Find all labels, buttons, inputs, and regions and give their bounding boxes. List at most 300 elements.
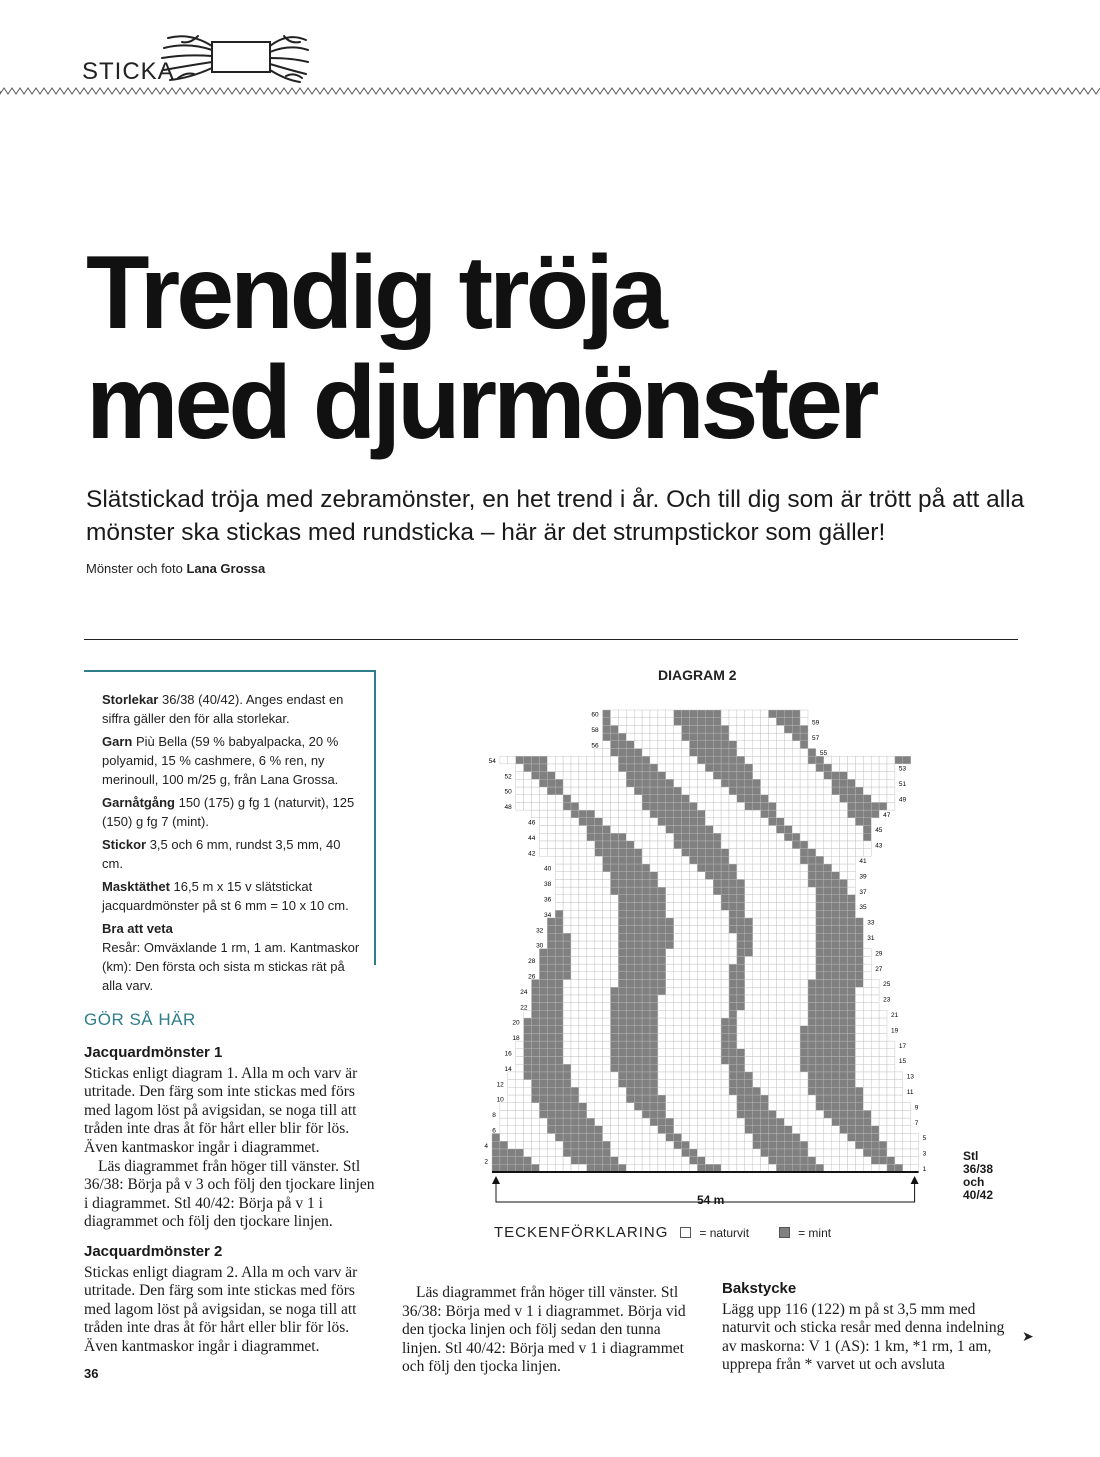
chart-cell xyxy=(721,926,729,934)
chart-cell xyxy=(690,1110,698,1118)
chart-cell xyxy=(587,1049,595,1057)
chart-cell xyxy=(895,1080,903,1088)
chart-cell xyxy=(840,872,848,880)
chart-cell xyxy=(697,1103,705,1111)
chart-cell xyxy=(618,749,626,757)
chart-cell xyxy=(690,849,698,857)
chart-cell xyxy=(690,1018,698,1026)
chart-cell xyxy=(682,879,690,887)
chart-cell xyxy=(618,964,626,972)
chart-cell xyxy=(792,756,800,764)
chart-cell xyxy=(674,1010,682,1018)
chart-cell xyxy=(650,949,658,957)
chart-cell xyxy=(697,826,705,834)
chart-cell xyxy=(879,764,887,772)
chart-cell xyxy=(587,895,595,903)
chart-cell xyxy=(761,1095,769,1103)
chart-cell xyxy=(776,1064,784,1072)
chart-cell xyxy=(532,1126,540,1134)
chart-cell xyxy=(634,733,642,741)
chart-cell xyxy=(539,810,547,818)
chart-cell xyxy=(903,1118,911,1126)
chart-cell xyxy=(539,1033,547,1041)
chart-cell xyxy=(603,879,611,887)
chart-cell xyxy=(745,764,753,772)
chart-cell xyxy=(587,933,595,941)
chart-cell xyxy=(824,1118,832,1126)
chart-cell xyxy=(658,1033,666,1041)
chart-cell xyxy=(855,1057,863,1065)
chart-cell xyxy=(824,772,832,780)
chart-cell xyxy=(761,887,769,895)
chart-cell xyxy=(500,1134,508,1142)
chart-cell xyxy=(721,933,729,941)
chart-cell xyxy=(705,849,713,857)
chart-cell xyxy=(674,1095,682,1103)
chart-cell xyxy=(832,1057,840,1065)
chart-cell xyxy=(808,1010,816,1018)
chart-cell xyxy=(532,1157,540,1165)
chart-cell xyxy=(832,1095,840,1103)
chart-cell xyxy=(729,980,737,988)
chart-cell xyxy=(745,733,753,741)
chart-cell xyxy=(674,987,682,995)
chart-cell xyxy=(563,1010,571,1018)
chart-cell xyxy=(855,964,863,972)
chart-cell xyxy=(618,1026,626,1034)
chart-cell xyxy=(682,1041,690,1049)
chart-cell xyxy=(721,949,729,957)
chart-cell xyxy=(705,764,713,772)
chart-cell xyxy=(721,718,729,726)
chart-cell xyxy=(618,710,626,718)
chart-cell xyxy=(642,926,650,934)
chart-cell xyxy=(579,903,587,911)
chart-cell xyxy=(563,941,571,949)
chart-cell xyxy=(808,933,816,941)
chart-cell xyxy=(784,1118,792,1126)
chart-cell xyxy=(626,980,634,988)
chart-cell xyxy=(800,1003,808,1011)
chart-cell xyxy=(674,1057,682,1065)
chart-cell xyxy=(674,895,682,903)
chart-cell xyxy=(634,856,642,864)
chart-cell xyxy=(753,895,761,903)
chart-cell xyxy=(571,833,579,841)
chart-cell xyxy=(587,864,595,872)
chart-cell xyxy=(634,795,642,803)
chart-cell xyxy=(547,1149,555,1157)
row-label-right: 27 xyxy=(875,965,883,973)
chart-cell xyxy=(690,872,698,880)
chart-cell xyxy=(848,1164,856,1172)
chart-cell xyxy=(824,756,832,764)
chart-cell xyxy=(682,926,690,934)
chart-cell xyxy=(532,1164,540,1172)
chart-cell xyxy=(587,887,595,895)
chart-cell xyxy=(697,787,705,795)
chart-cell xyxy=(769,949,777,957)
chart-cell xyxy=(595,864,603,872)
chart-cell xyxy=(784,772,792,780)
chart-cell xyxy=(713,764,721,772)
chart-cell xyxy=(547,1164,555,1172)
chart-cell xyxy=(800,1010,808,1018)
chart-cell xyxy=(863,818,871,826)
diagram-title: DIAGRAM 2 xyxy=(658,667,737,683)
chart-cell xyxy=(626,1010,634,1018)
chart-cell xyxy=(626,1087,634,1095)
chart-cell xyxy=(500,1126,508,1134)
chart-cell xyxy=(618,918,626,926)
chart-cell xyxy=(682,1033,690,1041)
chart-cell xyxy=(658,733,666,741)
chart-cell xyxy=(682,949,690,957)
chart-cell xyxy=(792,933,800,941)
jacquard2-heading: Jacquardmönster 2 xyxy=(84,1243,223,1260)
chart-cell xyxy=(840,879,848,887)
chart-cell xyxy=(547,795,555,803)
chart-cell xyxy=(903,1126,911,1134)
chart-cell xyxy=(587,779,595,787)
chart-cell xyxy=(761,749,769,757)
chart-cell xyxy=(666,941,674,949)
chart-cell xyxy=(618,1095,626,1103)
chart-cell xyxy=(697,1080,705,1088)
chart-cell xyxy=(769,872,777,880)
chart-cell xyxy=(626,933,634,941)
chart-cell xyxy=(642,1087,650,1095)
chart-cell xyxy=(753,1126,761,1134)
chart-cell xyxy=(650,1103,658,1111)
chart-cell xyxy=(547,779,555,787)
chart-cell xyxy=(705,980,713,988)
chart-cell xyxy=(887,1057,895,1065)
chart-cell xyxy=(563,1087,571,1095)
chart-cell xyxy=(887,1126,895,1134)
chart-cell xyxy=(840,810,848,818)
chart-cell xyxy=(792,1057,800,1065)
bakstycke-text: Lägg upp 116 (122) m på st 3,5 mm med naturvit och sticka resår med denna indelning av maskorna: V 1 (AS): 1 km, *1 rm, 1 am, upprepa från * varvet ut och avsluta xyxy=(722,1300,1005,1374)
chart-cell xyxy=(634,802,642,810)
chart-cell xyxy=(571,879,579,887)
chart-cell xyxy=(808,1026,816,1034)
chart-cell xyxy=(579,1087,587,1095)
chart-cell xyxy=(753,956,761,964)
chart-cell xyxy=(705,1134,713,1142)
chart-cell xyxy=(855,779,863,787)
chart-cell xyxy=(532,1072,540,1080)
chart-cell xyxy=(808,1118,816,1126)
chart-cell xyxy=(729,849,737,857)
chart-cell xyxy=(753,710,761,718)
chart-cell xyxy=(634,1003,642,1011)
chart-cell xyxy=(816,926,824,934)
chart-cell xyxy=(618,1064,626,1072)
chart-cell xyxy=(824,833,832,841)
chart-cell xyxy=(792,833,800,841)
chart-cell xyxy=(753,1095,761,1103)
chart-cell xyxy=(737,1118,745,1126)
chart-cell xyxy=(618,903,626,911)
chart-cell xyxy=(737,926,745,934)
chart-cell xyxy=(674,887,682,895)
chart-cell xyxy=(571,856,579,864)
chart-cell xyxy=(595,895,603,903)
chart-cell xyxy=(776,895,784,903)
chart-cell xyxy=(729,949,737,957)
chart-cell xyxy=(532,810,540,818)
chart-cell xyxy=(879,1064,887,1072)
chart-cell xyxy=(745,1110,753,1118)
chart-cell xyxy=(666,1018,674,1026)
chart-cell xyxy=(784,1126,792,1134)
chart-cell xyxy=(618,725,626,733)
chart-cell xyxy=(784,1110,792,1118)
chart-cell xyxy=(658,895,666,903)
chart-cell xyxy=(603,995,611,1003)
chart-cell xyxy=(587,964,595,972)
chart-cell xyxy=(721,818,729,826)
chart-cell xyxy=(753,1134,761,1142)
chart-cell xyxy=(721,1134,729,1142)
chart-cell xyxy=(532,1057,540,1065)
bakstycke-heading: Bakstycke xyxy=(722,1280,797,1297)
chart-cell xyxy=(769,710,777,718)
chart-cell xyxy=(524,1141,532,1149)
chart-cell xyxy=(690,810,698,818)
chart-cell xyxy=(824,964,832,972)
chart-cell xyxy=(800,918,808,926)
chart-cell xyxy=(563,1041,571,1049)
chart-cell xyxy=(626,787,634,795)
chart-cell xyxy=(840,826,848,834)
chart-cell xyxy=(753,995,761,1003)
chart-cell xyxy=(848,918,856,926)
chart-cell xyxy=(792,772,800,780)
chart-cell xyxy=(769,1072,777,1080)
yarn-skein-icon xyxy=(160,28,310,86)
chart-cell xyxy=(824,818,832,826)
chart-cell xyxy=(792,1118,800,1126)
chart-cell xyxy=(650,895,658,903)
facts-box xyxy=(84,670,376,993)
chart-cell xyxy=(532,795,540,803)
chart-cell xyxy=(642,1041,650,1049)
chart-cell xyxy=(863,1164,871,1172)
chart-cell xyxy=(626,856,634,864)
chart-cell xyxy=(784,733,792,741)
chart-cell xyxy=(690,1080,698,1088)
chart-cell xyxy=(855,1126,863,1134)
fact-yarn-amount xyxy=(102,793,364,831)
chart-cell xyxy=(563,964,571,972)
row-label-right: 37 xyxy=(859,888,867,896)
chart-cell xyxy=(705,903,713,911)
chart-cell xyxy=(626,741,634,749)
chart-cell xyxy=(658,1018,666,1026)
chart-cell xyxy=(547,764,555,772)
chart-cell xyxy=(547,1064,555,1072)
chart-cell xyxy=(753,949,761,957)
chart-cell xyxy=(682,1157,690,1165)
chart-cell xyxy=(745,779,753,787)
chart-cell xyxy=(595,756,603,764)
chart-cell xyxy=(721,1126,729,1134)
chart-cell xyxy=(603,795,611,803)
chart-cell xyxy=(618,818,626,826)
chart-cell xyxy=(887,795,895,803)
chart-cell xyxy=(713,1080,721,1088)
chart-cell xyxy=(634,841,642,849)
chart-cell xyxy=(690,887,698,895)
chart-cell xyxy=(729,718,737,726)
chart-cell xyxy=(816,1087,824,1095)
chart-cell xyxy=(603,1157,611,1165)
chart-cell xyxy=(705,1087,713,1095)
chart-cell xyxy=(721,1095,729,1103)
chart-cell xyxy=(737,1010,745,1018)
chart-cell xyxy=(690,903,698,911)
chart-cell xyxy=(547,1003,555,1011)
chart-cell xyxy=(729,841,737,849)
chart-cell xyxy=(848,910,856,918)
chart-cell xyxy=(784,710,792,718)
chart-cell xyxy=(690,756,698,764)
chart-cell xyxy=(753,1103,761,1111)
chart-cell xyxy=(824,1033,832,1041)
chart-cell xyxy=(658,802,666,810)
chart-cell xyxy=(871,1003,879,1011)
row-label-left: 36 xyxy=(543,896,552,904)
chart-cell xyxy=(650,779,658,787)
chart-cell xyxy=(626,918,634,926)
chart-cell xyxy=(579,926,587,934)
chart-cell xyxy=(784,1080,792,1088)
chart-cell xyxy=(824,864,832,872)
chart-cell xyxy=(650,887,658,895)
chart-cell xyxy=(611,987,619,995)
chart-cell xyxy=(840,941,848,949)
chart-cell xyxy=(650,1134,658,1142)
chart-cell xyxy=(871,1080,879,1088)
chart-cell xyxy=(539,826,547,834)
chart-cell xyxy=(555,1095,563,1103)
chart-cell xyxy=(769,741,777,749)
chart-cell xyxy=(832,1126,840,1134)
chart-cell xyxy=(848,1033,856,1041)
chart-cell xyxy=(626,833,634,841)
chart-cell xyxy=(539,1164,547,1172)
chart-cell xyxy=(713,795,721,803)
row-label-left: 54 xyxy=(488,757,496,765)
chart-cell xyxy=(642,864,650,872)
chart-cell xyxy=(705,725,713,733)
chart-cell xyxy=(840,1026,848,1034)
chart-cell xyxy=(769,987,777,995)
chart-cell xyxy=(611,872,619,880)
chart-cell xyxy=(784,725,792,733)
chart-cell xyxy=(658,1003,666,1011)
horizontal-rule xyxy=(84,639,1018,640)
chart-cell xyxy=(603,1010,611,1018)
chart-cell xyxy=(721,864,729,872)
chart-cell xyxy=(524,1126,532,1134)
chart-cell xyxy=(595,987,603,995)
chart-cell xyxy=(555,956,563,964)
chart-cell xyxy=(753,1149,761,1157)
chart-cell xyxy=(816,1141,824,1149)
chart-cell xyxy=(618,956,626,964)
chart-cell xyxy=(816,1033,824,1041)
chart-cell xyxy=(737,1126,745,1134)
chart-cell xyxy=(776,1010,784,1018)
chart-cell xyxy=(634,779,642,787)
chart-cell xyxy=(682,718,690,726)
chart-cell xyxy=(532,1149,540,1157)
chart-cell xyxy=(753,1118,761,1126)
chart-cell xyxy=(618,980,626,988)
chart-cell xyxy=(682,1110,690,1118)
chart-cell xyxy=(626,718,634,726)
chart-cell xyxy=(721,995,729,1003)
chart-cell xyxy=(816,1072,824,1080)
chart-cell xyxy=(539,764,547,772)
chart-cell xyxy=(611,910,619,918)
chart-cell xyxy=(816,779,824,787)
chart-cell xyxy=(611,995,619,1003)
chart-cell xyxy=(532,1110,540,1118)
chart-cell xyxy=(658,1149,666,1157)
chart-cell xyxy=(642,1103,650,1111)
chart-cell xyxy=(634,1080,642,1088)
chart-cell xyxy=(729,1095,737,1103)
chart-cell xyxy=(729,772,737,780)
chart-cell xyxy=(713,833,721,841)
chart-cell xyxy=(784,1026,792,1034)
chart-cell xyxy=(532,787,540,795)
chart-cell xyxy=(832,1103,840,1111)
chart-cell xyxy=(745,910,753,918)
chart-cell xyxy=(761,810,769,818)
chart-cell xyxy=(800,879,808,887)
chart-cell xyxy=(611,1134,619,1142)
chart-cell xyxy=(532,1018,540,1026)
chart-cell xyxy=(863,795,871,803)
chart-cell xyxy=(674,949,682,957)
chart-cell xyxy=(595,980,603,988)
chart-cell xyxy=(579,1080,587,1088)
chart-cell xyxy=(824,779,832,787)
chart-cell xyxy=(761,1026,769,1034)
chart-cell xyxy=(555,987,563,995)
chart-cell xyxy=(824,1126,832,1134)
chart-cell xyxy=(705,718,713,726)
chart-cell xyxy=(579,995,587,1003)
chart-cell xyxy=(832,926,840,934)
chart-cell xyxy=(642,802,650,810)
chart-cell xyxy=(532,802,540,810)
row-label-right: 41 xyxy=(859,858,867,865)
chart-cell xyxy=(832,1064,840,1072)
chart-cell xyxy=(713,1033,721,1041)
chart-cell xyxy=(745,987,753,995)
chart-cell xyxy=(500,1149,508,1157)
chart-cell xyxy=(832,764,840,772)
size-label-line: 40/42 xyxy=(963,1188,994,1202)
chart-cell xyxy=(524,764,532,772)
chart-cell xyxy=(729,795,737,803)
